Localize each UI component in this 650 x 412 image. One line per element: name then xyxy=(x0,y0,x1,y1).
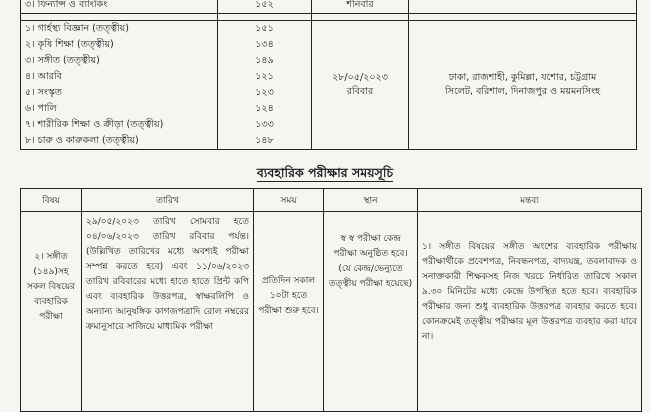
section-title xyxy=(0,165,650,185)
practical-subject: ২। সঙ্গীত (১৪৯)সহ সকল বিষয়ের ব্যবহারিক পরীক্ষা xyxy=(21,212,82,412)
day-cell: শনিবার xyxy=(312,0,409,14)
code-cell: ১৫২ xyxy=(218,0,312,14)
subject-cell: ২। কৃষি শিক্ষা (তত্ত্বীয়) xyxy=(21,37,218,53)
subject-cell: ৭। শারীরিক শিক্ষা ও ক্রীড়া (তত্ত্বীয়) xyxy=(21,117,218,133)
code-cell: ১২১ xyxy=(218,69,312,85)
code-cell: ১৩৩ xyxy=(218,117,312,133)
table-row xyxy=(21,0,637,14)
exam-schedule-table xyxy=(20,0,637,150)
code-cell: ১২৪ xyxy=(218,101,312,117)
practical-remarks: ১। সঙ্গীত বিষয়ের সঙ্গীত অংশের ব্যবহারিক পরীক্ষায় পরীক্ষার্থীকে প্রবেশপত্র, নিবন্ধনপত্র, বাদ্যযন্ত্র, তবলাবাদক ও সনাক্তকারী শিক্ষকসহ নিজ খরচে নির্ধারিত তারিখে সকাল ৯.৩০ মিনিটের মধ্যে কেন্দ্রে উপস্থিত হতে হবে। ব্যবহারিক পরীক্ষার জন্য শুধু ব্যবহারিক উত্তরপত্র ব্যবহার করতে হবে। কোনক্রমেই তত্ত্বীয় পরীক্ষার মূল উত্তরপত্র ব্যবহার করা যাবে না। xyxy=(418,212,642,412)
centers-cell xyxy=(409,21,637,150)
column-header-remarks: মন্তব্য xyxy=(418,189,642,212)
code-cell: ১৩৪ xyxy=(218,37,312,53)
code-cell: ১২৩ xyxy=(218,85,312,101)
code-cell: ১৪৯ xyxy=(218,53,312,69)
subject-cell: ৩। ফিন্যান্স ও ব্যাংকিং xyxy=(21,0,218,14)
code-cell: ১৫১ xyxy=(218,21,312,38)
section-title-text: ব্যবহারিক পরীক্ষার সময়সূচি xyxy=(256,165,394,180)
subject-cell: ৬। পালি xyxy=(21,101,218,117)
practical-time: প্রতিদিন সকাল ১০টা হতে পরীক্ষা শুরু হবে। xyxy=(254,212,324,412)
practical-date: ২৯/০৫/২০২৩ তারিখ সোমবার হতে ০৪/০৬/২০২৩ তারিখ রবিবার পর্যন্ত। (উল্লিখিত তারিখের মধ্যে অবশ্যই পরীক্ষা সম্পন্ন করতে হবে) এবং ১১/০৬/২০২৩ তারিখ রবিবারের মধ্যে হাতে হাতে প্রিন্ট কপি এবং ব্যবহারিক উত্তরপত্র, স্বাক্ষরলিপি ও অন্যান্য আনুষঙ্গিক কাগজপত্রাদি রোল নম্বরের ক্রমানুসারে সাজিয়ে মাধ্যমিক পরীক্ষা xyxy=(82,212,254,412)
column-header-time: সময় xyxy=(254,189,324,212)
subject-cell: ৮। চারু ও কারুকলা (তত্ত্বীয়) xyxy=(21,133,218,150)
exam-day: রবিবার xyxy=(346,86,374,97)
practical-place: স্ব স্ব পরীক্ষা কেন্দ্র পরীক্ষা অনুষ্ঠিত হবে। (যে কেন্দ্র/ভেন্যুতে তত্ত্বীয় পরীক্ষা হয়েছে) xyxy=(324,212,418,412)
column-header-subject: বিষয় xyxy=(21,189,82,212)
table-row xyxy=(21,14,637,21)
exam-date: ২৮/০৫/২০২৩ xyxy=(332,72,388,83)
subject-cell: ৪। আরবি xyxy=(21,69,218,85)
centers-line: সিলেট, বরিশাল, দিনাজপুর ও ময়মনসিংহ xyxy=(444,86,601,97)
practical-schedule-table xyxy=(20,188,642,412)
code-cell: ১৪৮ xyxy=(218,133,312,150)
centers-line: ঢাকা, রাজশাহী, কুমিল্লা, যশোর, চট্টগ্রাম xyxy=(448,72,597,83)
table-row xyxy=(21,212,642,412)
column-header-place: স্থান xyxy=(324,189,418,212)
subject-cell: ১। গার্হস্থ্য বিজ্ঞান (তত্ত্বীয়) xyxy=(21,21,218,38)
table-row xyxy=(21,21,637,38)
subject-cell: ৫। সংস্কৃত xyxy=(21,85,218,101)
header-row xyxy=(21,189,642,212)
column-header-date: তারিখ xyxy=(82,189,254,212)
centers-cell xyxy=(409,0,637,14)
subject-cell: ৩। সঙ্গীত (তত্ত্বীয়) xyxy=(21,53,218,69)
date-cell xyxy=(312,21,409,150)
